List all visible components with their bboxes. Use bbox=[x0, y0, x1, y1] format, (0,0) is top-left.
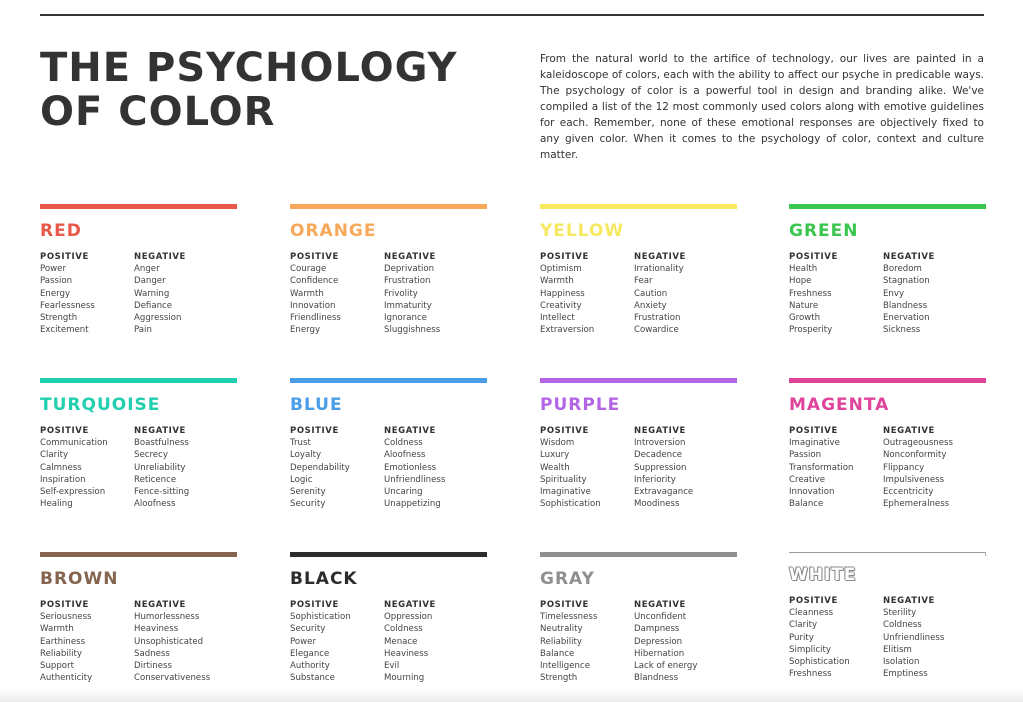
positive-trait: Substance bbox=[290, 673, 335, 684]
positive-list bbox=[540, 437, 634, 511]
positive-trait: Neutrality bbox=[540, 624, 583, 635]
color-name: ORANGE bbox=[290, 221, 377, 241]
positive-list bbox=[40, 263, 134, 337]
negative-trait: Sadness bbox=[134, 648, 170, 659]
positive-trait: Energy bbox=[40, 288, 71, 299]
negative-trait: Uncaring bbox=[384, 487, 423, 498]
positive-list bbox=[789, 437, 883, 511]
positive-trait: Imaginative bbox=[789, 438, 840, 448]
negative-trait: Heaviness bbox=[384, 648, 429, 659]
negative-list bbox=[634, 437, 728, 511]
negative-trait: Unfriendliness bbox=[384, 474, 446, 485]
positive-trait: Nature bbox=[789, 300, 819, 311]
color-bar bbox=[789, 204, 986, 209]
negative-trait: Caution bbox=[634, 288, 668, 299]
positive-heading: POSITIVE bbox=[789, 426, 838, 436]
positive-trait: Inspiration bbox=[40, 474, 86, 485]
color-card-purple bbox=[540, 378, 737, 511]
negative-trait: Mourning bbox=[384, 673, 425, 684]
positive-trait: Self-expression bbox=[40, 487, 106, 498]
positive-trait: Hope bbox=[789, 276, 812, 287]
negative-trait: Decadence bbox=[634, 450, 683, 461]
positive-trait: Serenity bbox=[290, 487, 326, 498]
positive-column bbox=[290, 425, 384, 511]
page-title bbox=[40, 46, 460, 134]
negative-list bbox=[883, 437, 977, 511]
positive-trait: Clarity bbox=[40, 450, 69, 461]
color-name: TURQUOISE bbox=[40, 395, 161, 415]
positive-trait: Freshness bbox=[789, 288, 832, 299]
positive-trait: Extraversion bbox=[540, 325, 595, 336]
positive-list bbox=[540, 263, 634, 337]
negative-trait: Lack of energy bbox=[634, 661, 698, 672]
color-bar bbox=[789, 378, 986, 383]
negative-trait: Conservativeness bbox=[134, 673, 211, 684]
positive-trait: Strength bbox=[540, 673, 578, 684]
color-bar bbox=[40, 378, 237, 383]
positive-list bbox=[40, 437, 134, 511]
positive-trait: Intellect bbox=[540, 313, 575, 324]
positive-heading: POSITIVE bbox=[789, 252, 838, 262]
negative-trait: Blandness bbox=[634, 673, 679, 684]
color-card-turquoise bbox=[40, 378, 237, 511]
negative-trait: Envy bbox=[883, 288, 905, 299]
positive-heading: POSITIVE bbox=[40, 600, 89, 610]
negative-column bbox=[883, 251, 977, 337]
positive-trait: Sophistication bbox=[540, 499, 601, 510]
negative-trait: Unfriendliness bbox=[883, 632, 945, 643]
negative-column bbox=[634, 599, 728, 685]
color-card-gray bbox=[540, 552, 737, 685]
positive-column bbox=[40, 251, 134, 337]
positive-list bbox=[40, 611, 134, 685]
negative-trait: Pain bbox=[134, 325, 152, 336]
positive-trait: Elegance bbox=[290, 648, 330, 659]
positive-trait: Creative bbox=[789, 474, 826, 485]
color-bar bbox=[540, 552, 737, 557]
negative-trait: Stagnation bbox=[883, 276, 930, 287]
negative-trait: Aloofness bbox=[384, 450, 426, 461]
negative-list bbox=[634, 263, 728, 337]
color-card-brown bbox=[40, 552, 237, 685]
negative-heading: NEGATIVE bbox=[134, 252, 186, 262]
color-name: PURPLE bbox=[540, 395, 621, 415]
positive-trait: Seriousness bbox=[40, 612, 92, 622]
negative-trait: Unappetizing bbox=[384, 499, 441, 510]
color-name: BROWN bbox=[40, 569, 119, 589]
positive-trait: Strength bbox=[40, 313, 78, 324]
negative-column bbox=[883, 595, 977, 681]
negative-trait: Ephemeralness bbox=[883, 499, 950, 510]
negative-trait: Deprivation bbox=[384, 264, 435, 274]
positive-trait: Loyalty bbox=[290, 450, 322, 461]
positive-trait: Reliability bbox=[40, 648, 82, 659]
color-bar bbox=[540, 204, 737, 209]
positive-list bbox=[540, 611, 634, 685]
negative-trait: Fear bbox=[634, 276, 653, 287]
negative-trait: Heaviness bbox=[134, 624, 179, 635]
positive-trait: Simplicity bbox=[789, 644, 832, 655]
positive-heading: POSITIVE bbox=[40, 252, 89, 262]
negative-list bbox=[134, 437, 228, 511]
negative-column bbox=[134, 425, 228, 511]
positive-heading: POSITIVE bbox=[290, 426, 339, 436]
positive-trait: Passion bbox=[40, 276, 73, 287]
positive-trait: Clarity bbox=[789, 620, 818, 631]
negative-heading: NEGATIVE bbox=[384, 426, 436, 436]
positive-trait: Warmth bbox=[540, 276, 574, 287]
negative-trait: Depression bbox=[634, 636, 683, 647]
negative-column bbox=[384, 251, 478, 337]
negative-trait: Anxiety bbox=[634, 300, 667, 311]
positive-trait: Growth bbox=[789, 313, 821, 324]
positive-trait: Warmth bbox=[40, 624, 74, 635]
color-bar-corner bbox=[985, 552, 986, 556]
negative-trait: Flippancy bbox=[883, 462, 925, 473]
positive-trait: Security bbox=[290, 499, 326, 510]
positive-list bbox=[290, 437, 384, 511]
positive-list bbox=[789, 607, 883, 681]
positive-trait: Earthiness bbox=[40, 636, 86, 647]
color-card-white bbox=[789, 552, 986, 681]
negative-heading: NEGATIVE bbox=[883, 252, 935, 262]
positive-heading: POSITIVE bbox=[40, 426, 89, 436]
positive-column bbox=[290, 251, 384, 337]
negative-column bbox=[384, 425, 478, 511]
positive-trait: Purity bbox=[789, 632, 814, 643]
color-card-black bbox=[290, 552, 487, 685]
negative-trait: Unreliability bbox=[134, 462, 186, 473]
color-name: GREEN bbox=[789, 221, 859, 241]
top-rule bbox=[40, 14, 984, 16]
negative-heading: NEGATIVE bbox=[134, 600, 186, 610]
negative-trait: Unsophisticated bbox=[134, 636, 204, 647]
positive-column bbox=[789, 425, 883, 511]
positive-heading: POSITIVE bbox=[540, 252, 589, 262]
color-bar bbox=[290, 204, 487, 209]
negative-trait: Reticence bbox=[134, 474, 177, 485]
positive-heading: POSITIVE bbox=[540, 600, 589, 610]
positive-trait: Support bbox=[40, 661, 74, 672]
positive-trait: Balance bbox=[789, 499, 824, 510]
color-bar bbox=[540, 378, 737, 383]
negative-trait: Aggression bbox=[134, 313, 182, 324]
color-name: RED bbox=[40, 221, 82, 241]
negative-trait: Coldness bbox=[883, 620, 922, 631]
positive-trait: Innovation bbox=[290, 300, 336, 311]
positive-trait: Energy bbox=[290, 325, 321, 336]
positive-trait: Transformation bbox=[789, 462, 854, 473]
negative-trait: Frustration bbox=[634, 313, 681, 324]
positive-column bbox=[540, 425, 634, 511]
positive-trait: Reliability bbox=[540, 636, 582, 647]
positive-column bbox=[789, 595, 883, 681]
negative-trait: Secrecy bbox=[134, 450, 168, 461]
positive-trait: Power bbox=[40, 264, 66, 274]
negative-trait: Irrationality bbox=[634, 264, 684, 274]
negative-trait: Boastfulness bbox=[134, 438, 189, 448]
negative-trait: Unconfident bbox=[634, 612, 687, 622]
positive-trait: Authority bbox=[290, 661, 330, 672]
positive-column bbox=[40, 425, 134, 511]
color-bar bbox=[40, 204, 237, 209]
negative-column bbox=[883, 425, 977, 511]
negative-column bbox=[134, 599, 228, 685]
positive-heading: POSITIVE bbox=[540, 426, 589, 436]
negative-trait: Impulsiveness bbox=[883, 474, 945, 485]
negative-trait: Ignorance bbox=[384, 313, 427, 324]
positive-column bbox=[40, 599, 134, 685]
negative-list bbox=[384, 437, 478, 511]
negative-list bbox=[634, 611, 728, 685]
positive-trait: Security bbox=[290, 624, 326, 635]
positive-heading: POSITIVE bbox=[789, 596, 838, 606]
negative-trait: Extravagance bbox=[634, 487, 694, 498]
positive-trait: Sophistication bbox=[290, 612, 351, 622]
negative-trait: Oppression bbox=[384, 612, 433, 622]
color-name: BLUE bbox=[290, 395, 343, 415]
negative-trait: Emotionless bbox=[384, 462, 437, 473]
positive-trait: Calmness bbox=[40, 462, 82, 473]
positive-trait: Wisdom bbox=[540, 438, 575, 448]
color-card-green bbox=[789, 204, 986, 337]
color-bar bbox=[290, 378, 487, 383]
positive-list bbox=[789, 263, 883, 337]
negative-trait: Introversion bbox=[634, 438, 686, 448]
positive-column bbox=[540, 251, 634, 337]
negative-column bbox=[634, 251, 728, 337]
positive-trait: Authenticity bbox=[40, 673, 93, 684]
negative-trait: Evil bbox=[384, 661, 400, 672]
positive-trait: Imaginative bbox=[540, 487, 591, 498]
color-name: MAGENTA bbox=[789, 395, 890, 415]
negative-heading: NEGATIVE bbox=[134, 426, 186, 436]
color-name: BLACK bbox=[290, 569, 358, 589]
negative-column bbox=[384, 599, 478, 685]
positive-column bbox=[540, 599, 634, 685]
negative-heading: NEGATIVE bbox=[384, 252, 436, 262]
negative-list bbox=[134, 263, 228, 337]
negative-trait: Danger bbox=[134, 276, 166, 287]
positive-trait: Passion bbox=[789, 450, 822, 461]
color-card-blue bbox=[290, 378, 487, 511]
negative-trait: Sickness bbox=[883, 325, 921, 336]
negative-trait: Isolation bbox=[883, 657, 920, 668]
positive-column bbox=[290, 599, 384, 685]
positive-trait: Optimism bbox=[540, 264, 582, 274]
positive-list bbox=[290, 263, 384, 337]
positive-trait: Innovation bbox=[789, 487, 835, 498]
negative-trait: Dirtiness bbox=[134, 661, 172, 672]
negative-trait: Blandness bbox=[883, 300, 928, 311]
positive-trait: Trust bbox=[290, 438, 311, 448]
positive-trait: Balance bbox=[540, 648, 575, 659]
negative-heading: NEGATIVE bbox=[384, 600, 436, 610]
negative-trait: Warning bbox=[134, 288, 170, 299]
title-line-1: THE PSYCHOLOGY bbox=[40, 45, 458, 91]
negative-trait: Emptiness bbox=[883, 669, 928, 680]
negative-trait: Elitism bbox=[883, 644, 912, 655]
intro-paragraph: From the natural world to the artifice of technology, our lives are painted in a kaleidoscope of colors, each with the ability to affect our psyche in predicable ways. The psychology of color is a powerful tool in design and branding alike. We've compiled a list of the 12 most commonly used colors along with emotive guidelines for each. Remember, none of these emotional responses are objectively fixed to any given color. When it comes to the psychology of color, context and culture matter. bbox=[540, 53, 984, 161]
positive-trait: Freshness bbox=[789, 669, 832, 680]
negative-trait: Eccentricity bbox=[883, 487, 934, 498]
negative-trait: Inferiority bbox=[634, 474, 676, 485]
positive-trait: Timelessness bbox=[540, 612, 598, 622]
color-bar bbox=[789, 552, 986, 553]
negative-trait: Coldness bbox=[384, 624, 423, 635]
positive-heading: POSITIVE bbox=[290, 252, 339, 262]
negative-trait: Defiance bbox=[134, 300, 173, 311]
negative-heading: NEGATIVE bbox=[883, 596, 935, 606]
negative-list bbox=[883, 263, 977, 337]
negative-trait: Anger bbox=[134, 264, 160, 274]
negative-list bbox=[883, 607, 977, 681]
positive-trait: Creativity bbox=[540, 300, 582, 311]
negative-trait: Outrageousness bbox=[883, 438, 953, 448]
color-name: YELLOW bbox=[540, 221, 625, 241]
bottom-shade bbox=[0, 688, 1023, 702]
negative-heading: NEGATIVE bbox=[634, 600, 686, 610]
negative-heading: NEGATIVE bbox=[883, 426, 935, 436]
negative-trait: Dampness bbox=[634, 624, 680, 635]
negative-trait: Immaturity bbox=[384, 300, 432, 311]
positive-trait: Wealth bbox=[540, 462, 570, 473]
negative-trait: Frivolity bbox=[384, 288, 418, 299]
positive-trait: Luxury bbox=[540, 450, 570, 461]
positive-trait: Spirituality bbox=[540, 474, 587, 485]
negative-trait: Menace bbox=[384, 636, 418, 647]
color-bar bbox=[290, 552, 487, 557]
negative-trait: Fence-sitting bbox=[134, 487, 190, 498]
title-line-2: OF COLOR bbox=[40, 89, 276, 135]
color-card-yellow bbox=[540, 204, 737, 337]
color-card-orange bbox=[290, 204, 487, 337]
positive-trait: Friendliness bbox=[290, 313, 341, 324]
color-name: WHITE bbox=[789, 565, 857, 585]
positive-trait: Happiness bbox=[540, 288, 585, 299]
positive-trait: Intelligence bbox=[540, 661, 591, 672]
positive-trait: Sophistication bbox=[789, 657, 850, 668]
positive-trait: Warmth bbox=[290, 288, 324, 299]
positive-trait: Courage bbox=[290, 264, 327, 274]
color-bar bbox=[40, 552, 237, 557]
positive-trait: Healing bbox=[40, 499, 73, 510]
positive-trait: Power bbox=[290, 636, 316, 647]
negative-trait: Coldness bbox=[384, 438, 423, 448]
color-card-red bbox=[40, 204, 237, 337]
negative-trait: Aloofness bbox=[134, 499, 176, 510]
positive-trait: Prosperity bbox=[789, 325, 833, 336]
positive-trait: Fearlessness bbox=[40, 300, 95, 311]
negative-column bbox=[134, 251, 228, 337]
positive-column bbox=[789, 251, 883, 337]
negative-list bbox=[384, 611, 478, 685]
negative-trait: Nonconformity bbox=[883, 450, 947, 461]
negative-trait: Suppression bbox=[634, 462, 687, 473]
positive-trait: Communication bbox=[40, 438, 108, 448]
color-card-magenta bbox=[789, 378, 986, 511]
negative-trait: Moodiness bbox=[634, 499, 680, 510]
negative-heading: NEGATIVE bbox=[634, 426, 686, 436]
positive-trait: Logic bbox=[290, 474, 313, 485]
negative-trait: Enervation bbox=[883, 313, 930, 324]
negative-trait: Sterility bbox=[883, 608, 917, 618]
color-name: GRAY bbox=[540, 569, 595, 589]
negative-trait: Frustration bbox=[384, 276, 431, 287]
positive-trait: Dependability bbox=[290, 462, 350, 473]
negative-trait: Boredom bbox=[883, 264, 922, 274]
negative-heading: NEGATIVE bbox=[634, 252, 686, 262]
negative-trait: Cowardice bbox=[634, 325, 679, 336]
positive-trait: Cleanness bbox=[789, 608, 834, 618]
positive-heading: POSITIVE bbox=[290, 600, 339, 610]
negative-column bbox=[634, 425, 728, 511]
positive-list bbox=[290, 611, 384, 685]
negative-trait: Hibernation bbox=[634, 648, 685, 659]
negative-list bbox=[134, 611, 228, 685]
positive-trait: Health bbox=[789, 264, 818, 274]
negative-list bbox=[384, 263, 478, 337]
positive-trait: Confidence bbox=[290, 276, 339, 287]
positive-trait: Excitement bbox=[40, 325, 89, 336]
negative-trait: Sluggishness bbox=[384, 325, 441, 336]
negative-trait: Humorlessness bbox=[134, 612, 200, 622]
